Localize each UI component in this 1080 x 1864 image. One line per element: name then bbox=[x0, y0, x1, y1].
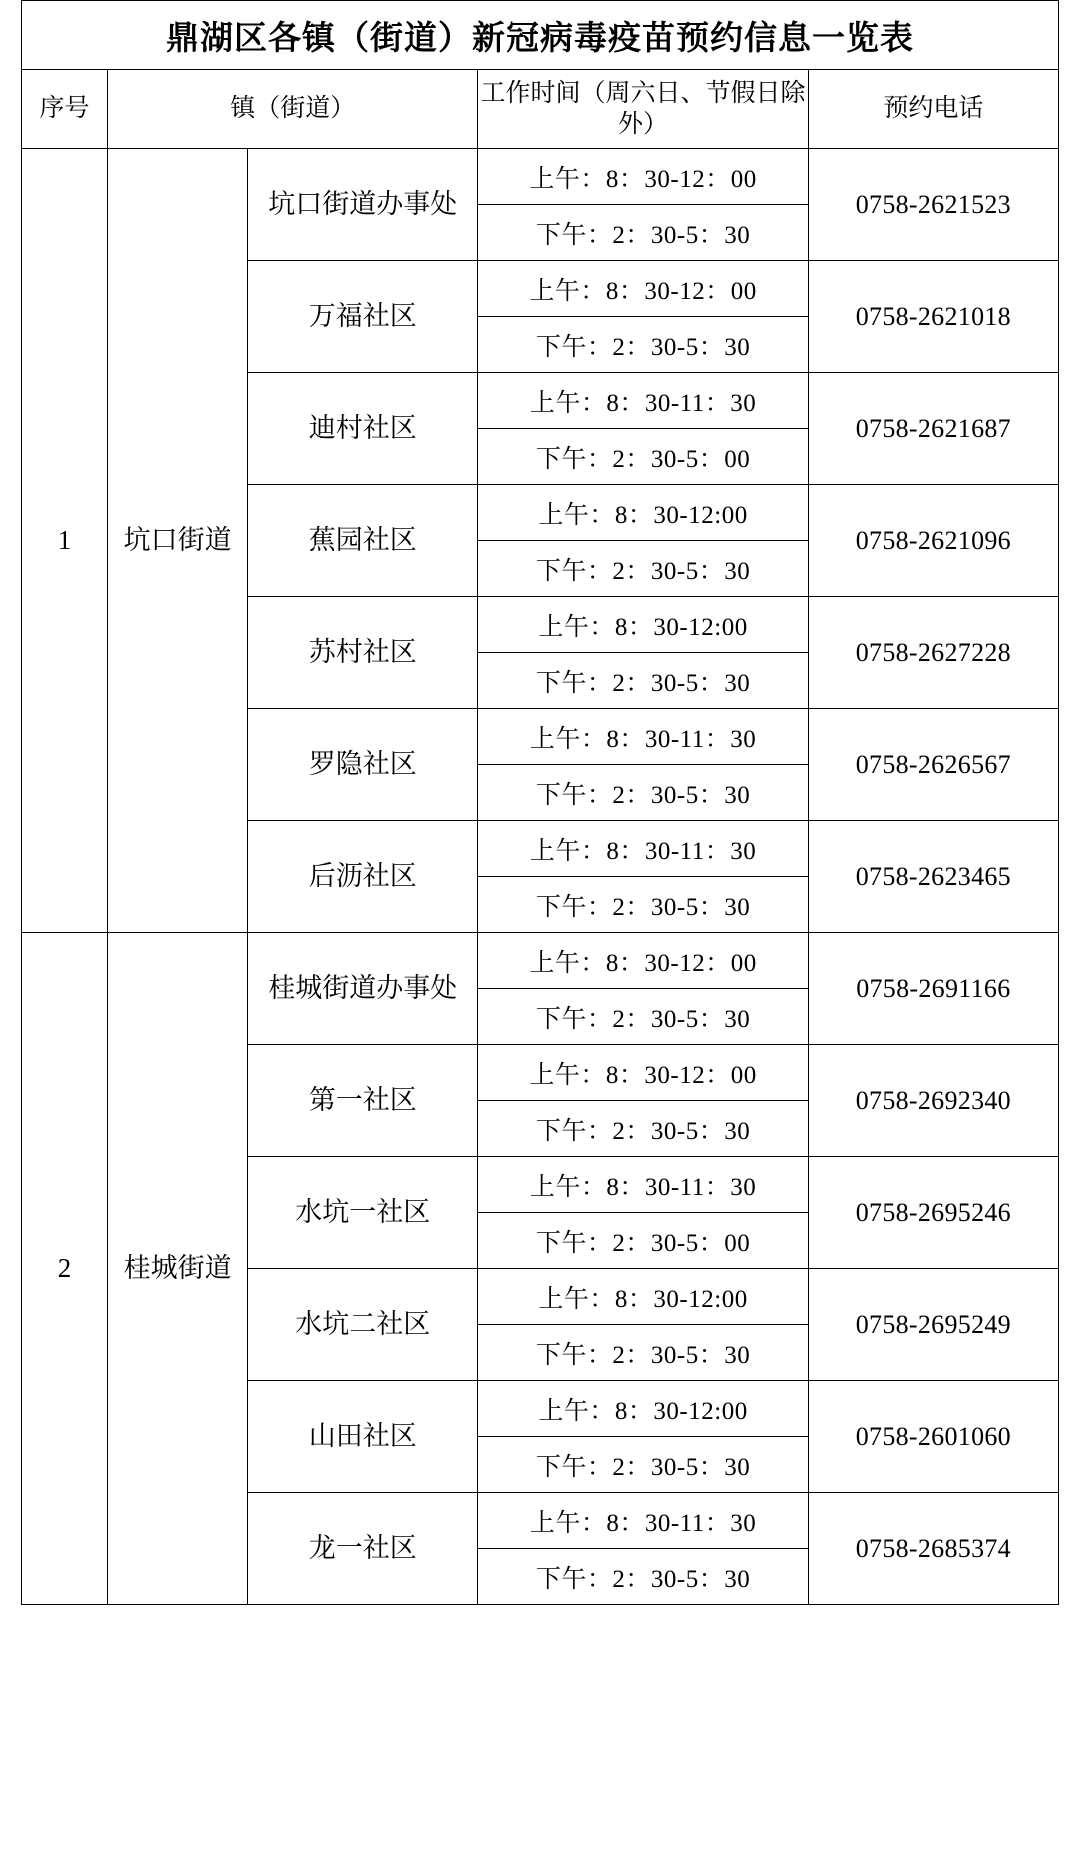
row-appointment-phone: 0758-2621523 bbox=[808, 149, 1058, 261]
row-afternoon-hours: 下午：2：30-5：00 bbox=[478, 1213, 808, 1269]
row-community-name: 龙一社区 bbox=[248, 1493, 478, 1605]
row-morning-hours: 上午：8：30-12：00 bbox=[478, 933, 808, 989]
row-appointment-phone: 0758-2623465 bbox=[808, 821, 1058, 933]
row-community-name: 水坑二社区 bbox=[248, 1269, 478, 1381]
row-morning-hours: 上午：8：30-11：30 bbox=[478, 1493, 808, 1549]
page-title: 鼎湖区各镇（街道）新冠病毒疫苗预约信息一览表 bbox=[22, 1, 1059, 70]
row-afternoon-hours: 下午：2：30-5：30 bbox=[478, 1101, 808, 1157]
row-afternoon-hours: 下午：2：30-5：30 bbox=[478, 1549, 808, 1605]
row-community-name: 苏村社区 bbox=[248, 597, 478, 709]
row-community-name: 蕉园社区 bbox=[248, 485, 478, 597]
table-row bbox=[22, 149, 1059, 205]
row-appointment-phone: 0758-2621018 bbox=[808, 261, 1058, 373]
row-afternoon-hours: 下午：2：30-5：30 bbox=[478, 765, 808, 821]
row-afternoon-hours: 下午：2：30-5：30 bbox=[478, 877, 808, 933]
header-time: 工作时间（周六日、节假日除外） bbox=[478, 70, 808, 149]
row-community-name: 第一社区 bbox=[248, 1045, 478, 1157]
table-header-row bbox=[22, 70, 1059, 149]
row-sequence-number: 1 bbox=[22, 149, 108, 933]
row-town-name: 坑口街道 bbox=[108, 149, 248, 933]
row-morning-hours: 上午：8：30-11：30 bbox=[478, 1157, 808, 1213]
row-community-name: 迪村社区 bbox=[248, 373, 478, 485]
vaccine-appointment-table bbox=[21, 0, 1059, 1605]
row-morning-hours: 上午：8：30-11：30 bbox=[478, 709, 808, 765]
row-sequence-number: 2 bbox=[22, 933, 108, 1605]
row-afternoon-hours: 下午：2：30-5：30 bbox=[478, 1437, 808, 1493]
row-appointment-phone: 0758-2692340 bbox=[808, 1045, 1058, 1157]
row-community-name: 万福社区 bbox=[248, 261, 478, 373]
row-afternoon-hours: 下午：2：30-5：30 bbox=[478, 653, 808, 709]
row-appointment-phone: 0758-2626567 bbox=[808, 709, 1058, 821]
row-morning-hours: 上午：8：30-11：30 bbox=[478, 373, 808, 429]
row-appointment-phone: 0758-2621687 bbox=[808, 373, 1058, 485]
row-morning-hours: 上午：8：30-12:00 bbox=[478, 1269, 808, 1325]
row-town-name: 桂城街道 bbox=[108, 933, 248, 1605]
row-appointment-phone: 0758-2695246 bbox=[808, 1157, 1058, 1269]
row-community-name: 后沥社区 bbox=[248, 821, 478, 933]
row-afternoon-hours: 下午：2：30-5：30 bbox=[478, 1325, 808, 1381]
header-seq: 序号 bbox=[22, 70, 108, 149]
row-afternoon-hours: 下午：2：30-5：30 bbox=[478, 541, 808, 597]
row-appointment-phone: 0758-2691166 bbox=[808, 933, 1058, 1045]
row-community-name: 桂城街道办事处 bbox=[248, 933, 478, 1045]
row-morning-hours: 上午：8：30-12：00 bbox=[478, 149, 808, 205]
row-community-name: 山田社区 bbox=[248, 1381, 478, 1493]
row-morning-hours: 上午：8：30-12：00 bbox=[478, 261, 808, 317]
header-town: 镇（街道） bbox=[108, 70, 478, 149]
row-morning-hours: 上午：8：30-12:00 bbox=[478, 1381, 808, 1437]
row-afternoon-hours: 下午：2：30-5：00 bbox=[478, 429, 808, 485]
row-morning-hours: 上午：8：30-12：00 bbox=[478, 1045, 808, 1101]
row-morning-hours: 上午：8：30-12:00 bbox=[478, 597, 808, 653]
row-appointment-phone: 0758-2695249 bbox=[808, 1269, 1058, 1381]
table-row bbox=[22, 933, 1059, 989]
row-afternoon-hours: 下午：2：30-5：30 bbox=[478, 989, 808, 1045]
table-title-row bbox=[22, 1, 1059, 70]
row-morning-hours: 上午：8：30-11：30 bbox=[478, 821, 808, 877]
row-afternoon-hours: 下午：2：30-5：30 bbox=[478, 205, 808, 261]
header-phone: 预约电话 bbox=[808, 70, 1058, 149]
row-appointment-phone: 0758-2601060 bbox=[808, 1381, 1058, 1493]
row-appointment-phone: 0758-2627228 bbox=[808, 597, 1058, 709]
row-morning-hours: 上午：8：30-12:00 bbox=[478, 485, 808, 541]
row-community-name: 坑口街道办事处 bbox=[248, 149, 478, 261]
row-community-name: 水坑一社区 bbox=[248, 1157, 478, 1269]
row-appointment-phone: 0758-2685374 bbox=[808, 1493, 1058, 1605]
row-community-name: 罗隐社区 bbox=[248, 709, 478, 821]
row-afternoon-hours: 下午：2：30-5：30 bbox=[478, 317, 808, 373]
row-appointment-phone: 0758-2621096 bbox=[808, 485, 1058, 597]
